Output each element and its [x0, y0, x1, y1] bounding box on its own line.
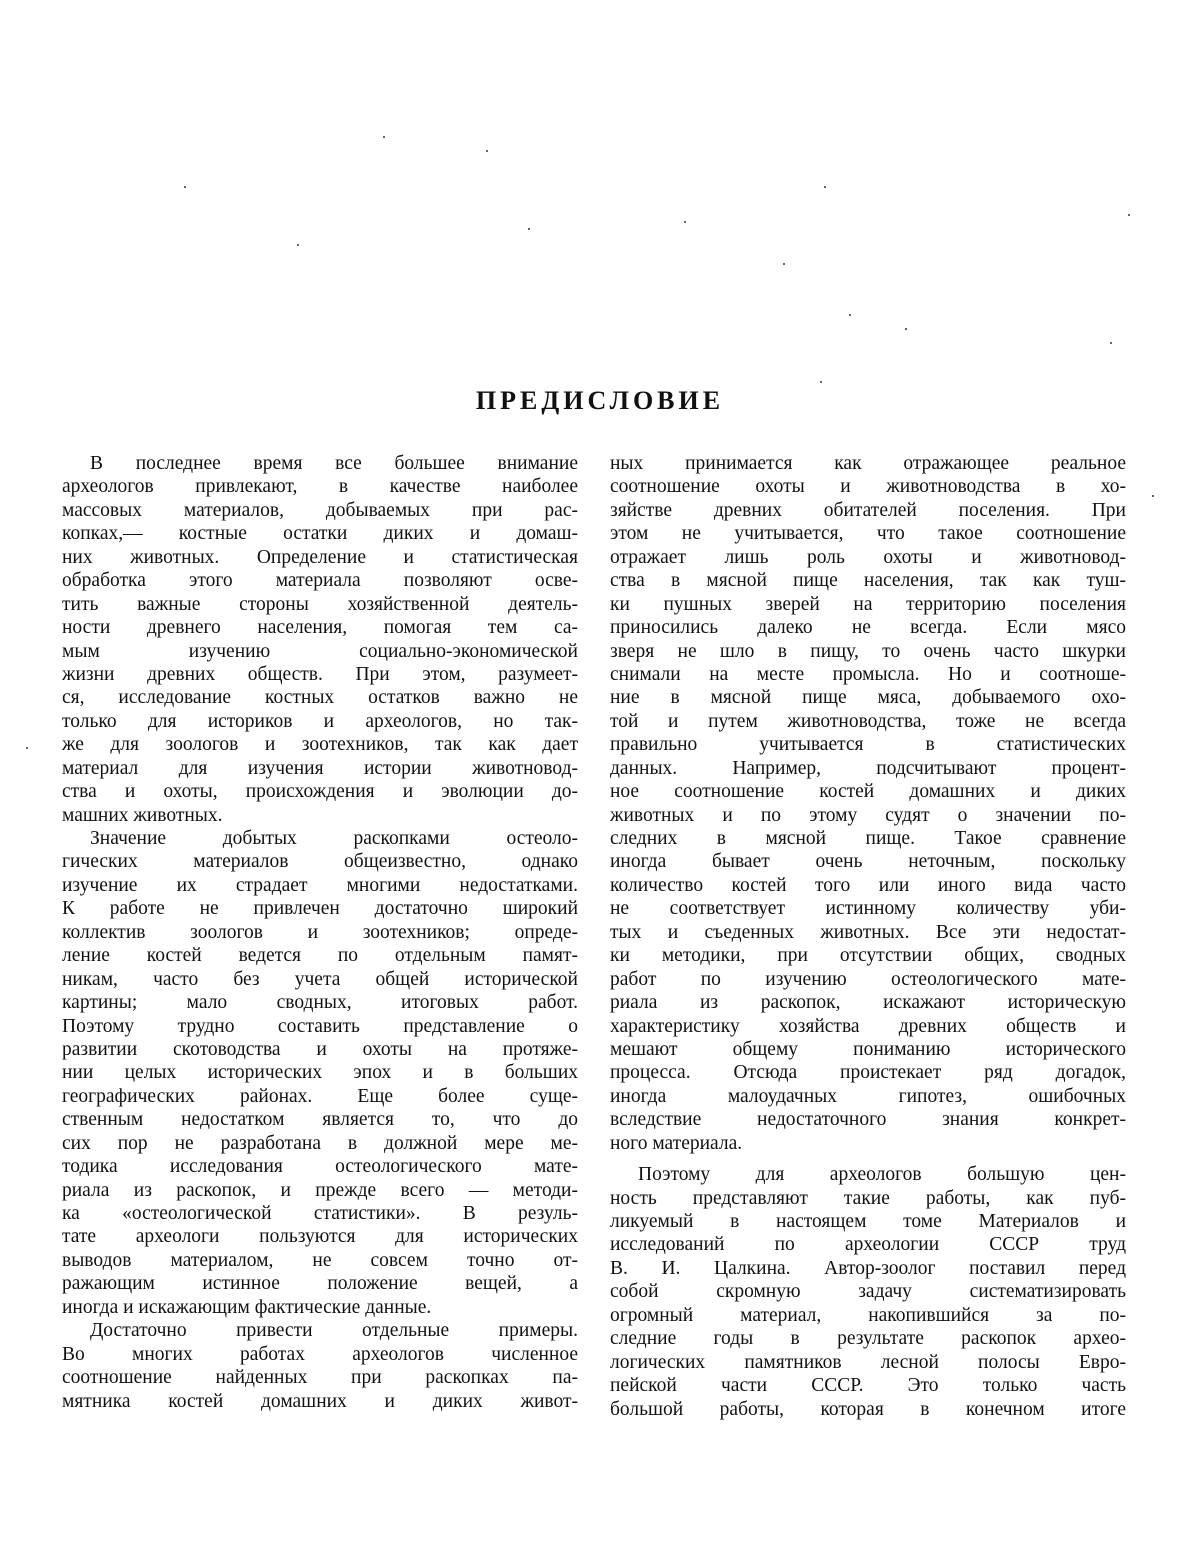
- text-line: ность представляют такие работы, как пуб-: [610, 1187, 1126, 1209]
- text-line: мым изучению социально-экономической: [62, 640, 578, 662]
- text-line: работ по изучению остеологического мате-: [610, 968, 1126, 990]
- text-line: К работе не привлечен достаточно широкий: [62, 898, 578, 920]
- text-line: характеристику хозяйства древних обществ и: [610, 1015, 1126, 1037]
- text-line: количество костей того или иного вида часто: [610, 874, 1126, 896]
- scan-speck: [528, 228, 530, 230]
- text-line: иногда малоудачных гипотез, ошибочных: [610, 1085, 1126, 1107]
- text-line: соотношение найденных при раскопках па-: [62, 1367, 578, 1389]
- text-line: ние в мясной пище мяса, добываемого охо-: [610, 687, 1126, 709]
- text-line: ки методики, при отсутствии общих, сводных: [610, 945, 1126, 967]
- text-line: следних в мясной пище. Такое сравнение: [610, 828, 1126, 849]
- scan-speck: [684, 221, 686, 223]
- text-line: ки пушных зверей на территорию поселения: [610, 593, 1126, 615]
- text-line: иногда и искажающим фактические данные.: [62, 1296, 432, 1318]
- text-line: выводов материалом, не совсем точно от-: [62, 1249, 578, 1271]
- text-line: коллектив зоологов и зоотехников; опреде-: [62, 921, 578, 943]
- text-line: исследований по археологии СССР труд: [610, 1234, 1126, 1256]
- text-line: картины; мало сводных, итоговых работ.: [62, 992, 578, 1014]
- scan-speck: [905, 328, 907, 330]
- text-line: обработка этого материала позволяют осве-: [62, 570, 578, 592]
- text-line: ка «остеологической статистики». В резуль-: [62, 1203, 578, 1224]
- text-line: большой работы, которая в конечном итоге: [610, 1398, 1126, 1420]
- text-line: Поэтому для археологов большую цен-: [638, 1164, 1126, 1186]
- text-line: мятника костей домашних и диких живот-: [62, 1390, 578, 1412]
- text-line: данных. Например, подсчитывают процент-: [610, 757, 1126, 779]
- scan-speck: [297, 244, 299, 246]
- text-line: тых и съеденных животных. Все эти недостат-: [610, 921, 1126, 943]
- text-line: гических материалов общеизвестно, однако: [62, 851, 578, 873]
- text-line: ства и охоты, происхождения и эволюции до-: [62, 781, 578, 803]
- text-line: ся, исследование костных остатков важно не: [62, 687, 578, 709]
- text-line: животных и по этому судят о значении по-: [610, 804, 1126, 826]
- text-line: риала из раскопок, и прежде всего — методи-: [62, 1179, 578, 1201]
- text-line: них животных. Определение и статистическая: [62, 546, 578, 568]
- text-line: материал для изучения истории животновод-: [62, 757, 578, 779]
- scan-speck: [820, 381, 822, 383]
- text-line: Значение добытых раскопками остеоло-: [90, 828, 578, 849]
- text-line: никам, часто без учета общей исторической: [62, 968, 578, 990]
- text-line: жизни древних обществ. При этом, разумеет-: [62, 663, 578, 685]
- text-line: собой скромную задачу систематизировать: [610, 1281, 1126, 1303]
- scan-speck: [1128, 214, 1130, 216]
- text-line: тить важные стороны хозяйственной деятель-: [62, 593, 578, 615]
- scan-speck: [383, 136, 385, 138]
- text-line: только для историков и археологов, но так-: [62, 710, 578, 732]
- text-line: зяйстве древних обитателей поселения. При: [610, 499, 1126, 521]
- text-line: мешают общему пониманию исторического: [610, 1038, 1126, 1060]
- text-line: тодика исследования остеологического мате-: [62, 1156, 578, 1178]
- text-line: ликуемый в настоящем томе Материалов и: [610, 1211, 1126, 1232]
- scan-speck: [486, 150, 488, 152]
- text-line: ного материала.: [610, 1132, 743, 1154]
- paragraph-gap: [610, 1155, 1126, 1163]
- text-line: В. И. Цалкина. Автор-зоолог поставил перед: [610, 1257, 1126, 1279]
- text-line: ление костей ведется по отдельным памят-: [62, 945, 578, 967]
- text-line: иногда бывает очень неточным, поскольку: [610, 851, 1126, 873]
- text-line: логических памятников лесной полосы Евро-: [610, 1351, 1126, 1373]
- scan-speck: [1152, 495, 1154, 497]
- text-line: географических районах. Еще более суще-: [62, 1085, 578, 1107]
- text-line: соотношение охоты и животноводства в хо-: [610, 476, 1126, 498]
- text-line: Поэтому трудно составить представление о: [62, 1015, 578, 1037]
- text-line: копках,— костные остатки диких и домаш-: [62, 523, 578, 545]
- text-line: нии целых исторических эпох и в больших: [62, 1062, 578, 1084]
- text-line: не соответствует истинному количеству уби-: [610, 898, 1126, 920]
- scan-speck: [184, 186, 186, 188]
- text-line: ности древнего населения, помогая тем са-: [62, 617, 578, 639]
- text-column-left: [62, 452, 578, 1413]
- text-line: ных принимается как отражающее реальное: [610, 453, 1126, 474]
- text-line: развитии скотоводства и охоты на протяже-: [62, 1038, 578, 1060]
- text-line: ражающим истинное положение вещей, а: [62, 1273, 578, 1295]
- text-line: этом не учитывается, что такое соотношение: [610, 523, 1126, 545]
- text-line: пейской части СССР. Это только часть: [610, 1375, 1126, 1397]
- text-line: правильно учитывается в статистических: [610, 734, 1126, 756]
- text-line: следние годы в результате раскопок архео-: [610, 1328, 1126, 1350]
- text-line: снимали на месте промысла. Но и соотноше-: [610, 663, 1126, 685]
- text-line: Во многих работах археологов численное: [62, 1343, 578, 1365]
- page-title: ПРЕДИСЛОВИЕ: [475, 386, 725, 415]
- text-line: отражает лишь роль охоты и животновод-: [610, 546, 1126, 568]
- text-line: ства в мясной пище населения, так как туш-: [610, 570, 1126, 592]
- scan-speck: [824, 186, 826, 188]
- scan-speck: [26, 747, 28, 749]
- scan-speck: [783, 263, 785, 265]
- text-line: огромный материал, накопившийся за по-: [610, 1304, 1126, 1326]
- text-line: вследствие недостаточного знания конкрет-: [610, 1109, 1126, 1131]
- text-line: же для зоологов и зоотехников, так как дает: [62, 734, 578, 756]
- text-line: процесса. Отсюда проистекает ряд догадок,: [610, 1062, 1126, 1084]
- scan-speck: [1110, 342, 1112, 344]
- text-line: зверя не шло в пищу, то очень часто шкурки: [610, 640, 1126, 662]
- text-line: ное соотношение костей домашних и диких: [610, 781, 1126, 803]
- text-line: археологов привлекают, в качестве наиболее: [62, 476, 578, 498]
- text-line: ственным недостатком является то, что до: [62, 1109, 578, 1131]
- text-line: сих пор не разработана в должной мере ме-: [62, 1132, 578, 1154]
- text-line: изучение их страдает многими недостатками.: [62, 874, 578, 896]
- text-line: машних животных.: [62, 804, 223, 826]
- text-line: приносились далеко не всегда. Если мясо: [610, 617, 1126, 639]
- text-line: тате археологи пользуются для исторических: [62, 1226, 578, 1248]
- text-line: той и путем животноводства, тоже не всегда: [610, 710, 1126, 732]
- text-column-right: [610, 452, 1126, 1421]
- text-line: Достаточно привести отдельные примеры.: [90, 1320, 578, 1342]
- text-line: риала из раскопок, искажают историческую: [610, 992, 1126, 1014]
- text-line: В последнее время все большее внимание: [90, 453, 578, 474]
- text-line: массовых материалов, добываемых при рас-: [62, 499, 578, 521]
- scan-speck: [849, 314, 851, 316]
